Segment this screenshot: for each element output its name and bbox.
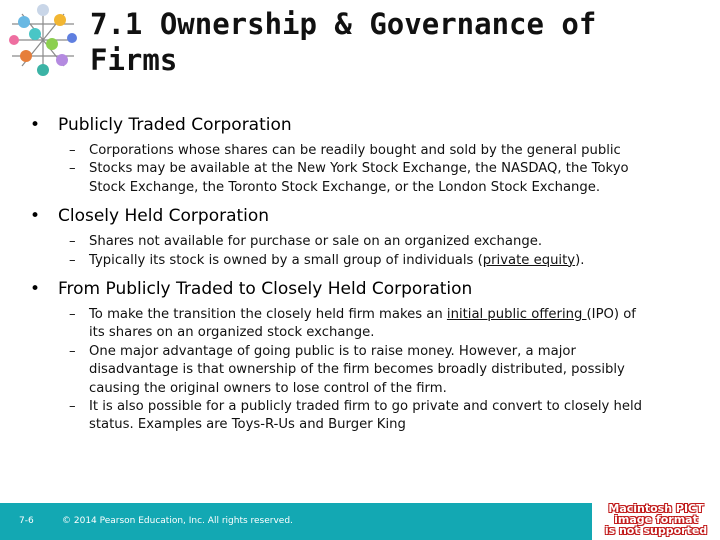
sub-line: Stocks may be available at the New York Stock Exchange, the NASDAQ, the Tokyo <box>89 161 629 177</box>
bullet-dot: • <box>30 279 41 300</box>
molecule-logo-icon <box>2 2 84 78</box>
unsupported-image-placeholder <box>592 503 720 540</box>
bullet-dot: • <box>30 206 41 227</box>
sub-item: – Corporations whose shares can be readily bought and sold by the general public <box>0 142 720 160</box>
placeholder-line: is not supported <box>604 524 708 537</box>
copyright-text: © 2014 Pearson Education, Inc. All rights reserved. <box>62 516 293 526</box>
page-number: 7-6 <box>19 516 34 526</box>
sub-line: disadvantage is that ownership of the firm becomes broadly distributed, possibly <box>89 362 625 378</box>
sub-line: One major advantage of going public is to raise money. However, a major <box>89 343 576 359</box>
bullet-label: From Publicly Traded to Closely Held Corporation <box>58 279 473 300</box>
sub-line: Corporations whose shares can be readily bought and sold by the general public <box>89 143 621 158</box>
sub-item: – Shares not available for purchase or sale on an organized exchange. <box>0 233 720 251</box>
placeholder-line: Macintosh PICT <box>608 502 704 515</box>
sub-line: causing the original owners to lose control of the firm. <box>89 380 447 396</box>
slide-title <box>90 6 710 78</box>
sub-item: – It is also possible for a publicly traded firm to go private and convert to closely held status. Examples are Toys-R-Us and Burger King <box>0 398 720 435</box>
private-equity-link[interactable]: private equity <box>482 252 576 268</box>
sub-list <box>0 142 720 197</box>
slide-title-line: Firms <box>90 43 178 77</box>
slide-title-line: 7.1 Ownership & Governance of <box>90 7 597 41</box>
sub-list <box>0 306 720 435</box>
sub-item: – Stocks may be available at the New York Stock Exchange, the NASDAQ, the Tokyo Stock Exchange, the Toronto Stock Exchange, or the London Stock Exchange. <box>0 160 720 197</box>
sub-item: – Typically its stock is owned by a small group of individuals (private equity). <box>0 252 720 270</box>
sub-line: its shares on an organized stock exchange. <box>89 325 375 341</box>
bullet-publicly-traded <box>0 114 720 136</box>
sub-item: – To make the transition the closely held firm makes an initial public offering (IPO) of its shares on an organized stock exchange. <box>0 306 720 343</box>
bullet-label: Closely Held Corporation <box>58 206 270 227</box>
sub-list <box>0 233 720 270</box>
bullet-public-to-private <box>0 278 720 300</box>
sub-line: Stock Exchange, the Toronto Stock Exchange, or the London Stock Exchange. <box>89 179 601 195</box>
bullet-label: Publicly Traded Corporation <box>58 115 292 135</box>
sub-line: To make the transition the closely held firm makes an initial public offering (IPO) of <box>89 307 636 323</box>
slide-content <box>0 114 720 435</box>
sub-line: It is also possible for a publicly traded firm to go private and convert to closely held <box>89 399 643 415</box>
placeholder-line: image format <box>614 513 698 526</box>
ipo-link[interactable]: initial public offering <box>446 307 587 323</box>
sub-line: status. Examples are Toys-R-Us and Burger King <box>89 417 406 433</box>
sub-item: – One major advantage of going public is to raise money. However, a major disadvantage is that ownership of the firm becomes broadly distributed, possibly causing the original owners to lose control of the firm. <box>0 343 720 398</box>
sub-line: Shares not available for purchase or sale on an organized exchange. <box>89 234 543 250</box>
bullet-dot: • <box>30 115 41 135</box>
bullet-closely-held <box>0 205 720 227</box>
sub-line: Typically its stock is owned by a small group of individuals (private equity). <box>89 252 585 268</box>
slide-footer <box>0 503 592 540</box>
